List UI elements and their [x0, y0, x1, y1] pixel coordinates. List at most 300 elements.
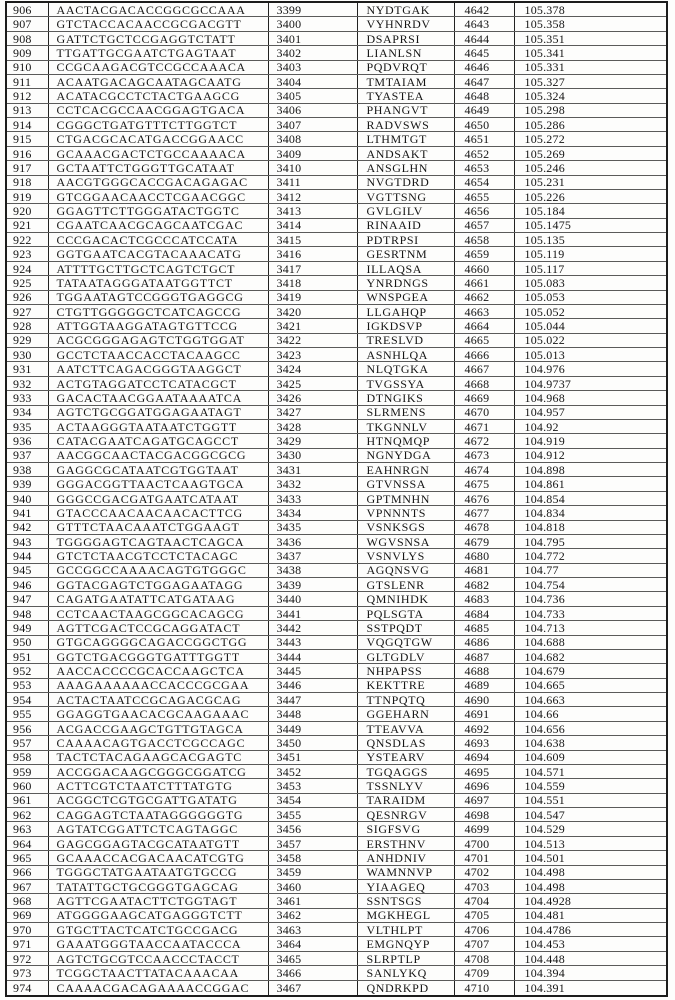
table-row [6, 764, 667, 778]
row-number-cell: 958 [6, 750, 48, 764]
score-cell: 104.9737 [514, 376, 667, 390]
dna-sequence-cell: TGGGCTATGAATAATGTGCCG [48, 865, 268, 879]
dna-sequence-cell: ATTGGTAAGGATAGTGTTCCG [48, 319, 268, 333]
table-row [6, 175, 667, 189]
seq-id-b-cell: 4699 [454, 822, 514, 836]
dna-sequence-cell: CGGGCTGATGTTTCTTGGTCT [48, 118, 268, 132]
seq-id-a-cell: 3447 [268, 693, 357, 707]
table-row [6, 664, 667, 678]
seq-id-a-cell: 3411 [268, 175, 357, 189]
score-cell: 104.547 [514, 808, 667, 822]
row-number-cell: 931 [6, 362, 48, 376]
table-row [6, 161, 667, 175]
peptide-sequence-cell: TRESLVD [357, 333, 454, 347]
row-number-cell: 959 [6, 764, 48, 778]
score-cell: 105.324 [514, 89, 667, 103]
peptide-sequence-cell: YNRDNGS [357, 276, 454, 290]
seq-id-b-cell: 4665 [454, 333, 514, 347]
seq-id-a-cell: 3446 [268, 678, 357, 692]
row-number-cell: 971 [6, 937, 48, 951]
seq-id-a-cell: 3429 [268, 434, 357, 448]
row-number-cell: 923 [6, 247, 48, 261]
seq-id-a-cell: 3400 [268, 17, 357, 31]
score-cell: 105.341 [514, 46, 667, 60]
dna-sequence-cell: CCTCAACTAAGCGGCACAGCG [48, 606, 268, 620]
table-row [6, 534, 667, 548]
seq-id-a-cell: 3448 [268, 707, 357, 721]
row-number-cell: 954 [6, 693, 48, 707]
score-cell: 104.818 [514, 520, 667, 534]
seq-id-a-cell: 3403 [268, 60, 357, 74]
dna-sequence-cell: TATATTGCTGCGGGTGAGCAG [48, 879, 268, 893]
score-cell: 104.609 [514, 750, 667, 764]
peptide-sequence-cell: SIGFSVG [357, 822, 454, 836]
peptide-sequence-cell: TVGSSYA [357, 376, 454, 390]
dna-sequence-cell: CCTCACGCCAACGGAGTGACA [48, 103, 268, 117]
seq-id-b-cell: 4697 [454, 793, 514, 807]
row-number-cell: 943 [6, 534, 48, 548]
seq-id-b-cell: 4643 [454, 17, 514, 31]
seq-id-a-cell: 3433 [268, 491, 357, 505]
peptide-sequence-cell: SANLYKQ [357, 966, 454, 980]
seq-id-a-cell: 3402 [268, 46, 357, 60]
table-row [6, 46, 667, 60]
score-cell: 104.854 [514, 491, 667, 505]
dna-sequence-cell: AGTCTGCGGATGGAGAATAGT [48, 405, 268, 419]
score-cell: 105.351 [514, 31, 667, 45]
score-cell: 104.571 [514, 764, 667, 778]
peptide-sequence-cell: NGNYDGA [357, 448, 454, 462]
table-row [6, 563, 667, 577]
row-number-cell: 935 [6, 419, 48, 433]
dna-sequence-cell: AGTATCGGATTCTCAGTAGGC [48, 822, 268, 836]
table-row [6, 793, 667, 807]
table-row [6, 233, 667, 247]
peptide-sequence-cell: LIANLSN [357, 46, 454, 60]
score-cell: 105.1475 [514, 218, 667, 232]
score-cell: 105.269 [514, 146, 667, 160]
row-number-cell: 929 [6, 333, 48, 347]
dna-sequence-cell: CAGGAGTCTAATAGGGGGGTG [48, 808, 268, 822]
seq-id-a-cell: 3401 [268, 31, 357, 45]
dna-sequence-cell: AATCTTCAGACGGGTAAGGCT [48, 362, 268, 376]
score-cell: 104.513 [514, 836, 667, 850]
row-number-cell: 938 [6, 463, 48, 477]
peptide-sequence-cell: EAHNRGN [357, 463, 454, 477]
peptide-sequence-cell: YIAAGEQ [357, 879, 454, 893]
score-cell: 104.976 [514, 362, 667, 376]
seq-id-a-cell: 3419 [268, 290, 357, 304]
seq-id-b-cell: 4647 [454, 74, 514, 88]
table-row [6, 348, 667, 362]
dna-sequence-cell: GTCTACCACAACCGCGACGTT [48, 17, 268, 31]
seq-id-b-cell: 4690 [454, 693, 514, 707]
seq-id-b-cell: 4671 [454, 419, 514, 433]
dna-sequence-cell: GTACCCAACAACAACACTTCG [48, 506, 268, 520]
peptide-sequence-cell: ILLAQSA [357, 261, 454, 275]
row-number-cell: 965 [6, 851, 48, 865]
seq-id-a-cell: 3450 [268, 736, 357, 750]
table-row [6, 74, 667, 88]
peptide-sequence-cell: DTNGIKS [357, 391, 454, 405]
peptide-sequence-cell: PHANGVT [357, 103, 454, 117]
seq-id-b-cell: 4674 [454, 463, 514, 477]
table-row [6, 405, 667, 419]
table-row [6, 391, 667, 405]
seq-id-a-cell: 3415 [268, 233, 357, 247]
dna-sequence-cell: AACTACGACACCGGCGCCAAA [48, 2, 268, 17]
peptide-sequence-cell: RADVSWS [357, 118, 454, 132]
seq-id-b-cell: 4687 [454, 649, 514, 663]
table-row [6, 31, 667, 45]
seq-id-a-cell: 3455 [268, 808, 357, 822]
seq-id-b-cell: 4698 [454, 808, 514, 822]
row-number-cell: 950 [6, 635, 48, 649]
seq-id-b-cell: 4670 [454, 405, 514, 419]
score-cell: 105.272 [514, 132, 667, 146]
score-cell: 104.679 [514, 664, 667, 678]
row-number-cell: 970 [6, 923, 48, 937]
row-number-cell: 945 [6, 563, 48, 577]
score-cell: 104.481 [514, 908, 667, 922]
seq-id-a-cell: 3430 [268, 448, 357, 462]
seq-id-a-cell: 3461 [268, 894, 357, 908]
score-cell: 105.246 [514, 161, 667, 175]
seq-id-b-cell: 4686 [454, 635, 514, 649]
seq-id-a-cell: 3407 [268, 118, 357, 132]
score-cell: 104.663 [514, 693, 667, 707]
row-number-cell: 914 [6, 118, 48, 132]
seq-id-a-cell: 3406 [268, 103, 357, 117]
seq-id-a-cell: 3466 [268, 966, 357, 980]
seq-id-b-cell: 4703 [454, 879, 514, 893]
seq-id-b-cell: 4683 [454, 592, 514, 606]
seq-id-a-cell: 3449 [268, 721, 357, 735]
score-cell: 105.286 [514, 118, 667, 132]
score-cell: 104.501 [514, 851, 667, 865]
seq-id-b-cell: 4700 [454, 836, 514, 850]
seq-id-b-cell: 4660 [454, 261, 514, 275]
score-cell: 105.119 [514, 247, 667, 261]
peptide-sequence-cell: LLGAHQP [357, 304, 454, 318]
table-row [6, 693, 667, 707]
peptide-sequence-cell: PQLSGTA [357, 606, 454, 620]
score-cell: 105.052 [514, 304, 667, 318]
table-row [6, 218, 667, 232]
dna-sequence-cell: AACCACCCCGCACCAAGCTCA [48, 664, 268, 678]
table-row [6, 606, 667, 620]
seq-id-a-cell: 3439 [268, 578, 357, 592]
score-cell: 104.498 [514, 865, 667, 879]
table-row [6, 477, 667, 491]
row-number-cell: 910 [6, 60, 48, 74]
seq-id-b-cell: 4664 [454, 319, 514, 333]
row-number-cell: 939 [6, 477, 48, 491]
seq-id-a-cell: 3464 [268, 937, 357, 951]
peptide-sequence-cell: VGTTSNG [357, 189, 454, 203]
table-row [6, 247, 667, 261]
table-row [6, 261, 667, 275]
seq-id-b-cell: 4676 [454, 491, 514, 505]
dna-sequence-cell: TCGGCTAACTTATACAAACAA [48, 966, 268, 980]
dna-sequence-cell: GTGCAGGGGCAGACCGGCTGG [48, 635, 268, 649]
row-number-cell: 907 [6, 17, 48, 31]
table-row [6, 520, 667, 534]
dna-sequence-cell: TGGAATAGTCCGGGTGAGGCG [48, 290, 268, 304]
seq-id-b-cell: 4694 [454, 750, 514, 764]
table-row [6, 879, 667, 893]
dna-sequence-cell: CGAATCAACGCAGCAATCGAC [48, 218, 268, 232]
peptide-sequence-cell: VSNKSGS [357, 520, 454, 534]
table-row [6, 2, 667, 17]
seq-id-a-cell: 3428 [268, 419, 357, 433]
score-cell: 104.795 [514, 534, 667, 548]
dna-sequence-cell: GGAGGTGAACACGCAAGAAAC [48, 707, 268, 721]
seq-id-a-cell: 3463 [268, 923, 357, 937]
dna-sequence-cell: GAGCGGAGTACGCATAATGTT [48, 836, 268, 850]
seq-id-b-cell: 4658 [454, 233, 514, 247]
peptide-sequence-cell: LTHMTGT [357, 132, 454, 146]
dna-sequence-cell: ATGGGGAAGCATGAGGGTCTT [48, 908, 268, 922]
row-number-cell: 925 [6, 276, 48, 290]
seq-id-b-cell: 4650 [454, 118, 514, 132]
seq-id-b-cell: 4681 [454, 563, 514, 577]
dna-sequence-cell: GGGACGGTTAACTCAAGTGCA [48, 477, 268, 491]
row-number-cell: 937 [6, 448, 48, 462]
row-number-cell: 951 [6, 649, 48, 663]
seq-id-a-cell: 3454 [268, 793, 357, 807]
score-cell: 104.498 [514, 879, 667, 893]
table-row [6, 951, 667, 965]
peptide-sequence-cell: TARAIDM [357, 793, 454, 807]
score-cell: 104.834 [514, 506, 667, 520]
row-number-cell: 948 [6, 606, 48, 620]
score-cell: 104.912 [514, 448, 667, 462]
peptide-sequence-cell: TYASTEA [357, 89, 454, 103]
seq-id-b-cell: 4654 [454, 175, 514, 189]
table-row [6, 276, 667, 290]
table-row [6, 836, 667, 850]
peptide-sequence-cell: WAMNNVP [357, 865, 454, 879]
row-number-cell: 932 [6, 376, 48, 390]
seq-id-a-cell: 3423 [268, 348, 357, 362]
seq-id-b-cell: 4684 [454, 606, 514, 620]
table-row [6, 966, 667, 980]
sequence-table-body [6, 2, 667, 996]
seq-id-a-cell: 3444 [268, 649, 357, 663]
row-number-cell: 926 [6, 290, 48, 304]
table-row [6, 319, 667, 333]
seq-id-a-cell: 3437 [268, 549, 357, 563]
score-cell: 104.448 [514, 951, 667, 965]
table-row [6, 808, 667, 822]
score-cell: 104.713 [514, 621, 667, 635]
row-number-cell: 909 [6, 46, 48, 60]
seq-id-a-cell: 3421 [268, 319, 357, 333]
peptide-sequence-cell: TGQAGGS [357, 764, 454, 778]
seq-id-b-cell: 4680 [454, 549, 514, 563]
score-cell: 104.656 [514, 721, 667, 735]
peptide-sequence-cell: GTVNSSA [357, 477, 454, 491]
table-row [6, 304, 667, 318]
peptide-sequence-cell: WNSPGEA [357, 290, 454, 304]
seq-id-b-cell: 4695 [454, 764, 514, 778]
dna-sequence-cell: AGTTCGACTCCGCAGGATACT [48, 621, 268, 635]
row-number-cell: 915 [6, 132, 48, 146]
score-cell: 104.919 [514, 434, 667, 448]
score-cell: 105.327 [514, 74, 667, 88]
seq-id-b-cell: 4709 [454, 966, 514, 980]
seq-id-b-cell: 4688 [454, 664, 514, 678]
table-row [6, 707, 667, 721]
peptide-sequence-cell: TKGNNLV [357, 419, 454, 433]
dna-sequence-cell: GAAATGGGTAACCAATACCCA [48, 937, 268, 951]
seq-id-b-cell: 4679 [454, 534, 514, 548]
dna-sequence-cell: ACGGCTCGTGCGATTGATATG [48, 793, 268, 807]
peptide-sequence-cell: TSSNLYV [357, 779, 454, 793]
dna-sequence-cell: ACTTCGTCTAATCTTTATGTG [48, 779, 268, 793]
seq-id-b-cell: 4678 [454, 520, 514, 534]
table-row [6, 434, 667, 448]
table-row [6, 894, 667, 908]
table-row [6, 649, 667, 663]
seq-id-a-cell: 3465 [268, 951, 357, 965]
seq-id-b-cell: 4677 [454, 506, 514, 520]
dna-sequence-cell: GTCTCTAACGTCCTCTACAGC [48, 549, 268, 563]
table-row [6, 463, 667, 477]
seq-id-a-cell: 3404 [268, 74, 357, 88]
seq-id-a-cell: 3399 [268, 2, 357, 17]
peptide-sequence-cell: VLTHLPT [357, 923, 454, 937]
table-row [6, 822, 667, 836]
seq-id-b-cell: 4706 [454, 923, 514, 937]
dna-sequence-cell: GACACTAACGGAATAAAATCA [48, 391, 268, 405]
dna-sequence-cell: ACAATGACAGCAATAGCAATG [48, 74, 268, 88]
row-number-cell: 952 [6, 664, 48, 678]
row-number-cell: 913 [6, 103, 48, 117]
table-row [6, 549, 667, 563]
seq-id-a-cell: 3431 [268, 463, 357, 477]
table-row [6, 592, 667, 606]
seq-id-a-cell: 3432 [268, 477, 357, 491]
seq-id-b-cell: 4708 [454, 951, 514, 965]
peptide-sequence-cell: PDTRPSI [357, 233, 454, 247]
seq-id-a-cell: 3459 [268, 865, 357, 879]
score-cell: 105.083 [514, 276, 667, 290]
seq-id-a-cell: 3425 [268, 376, 357, 390]
table-row [6, 908, 667, 922]
dna-sequence-cell: TGGGGAGTCAGTAACTCAGCA [48, 534, 268, 548]
row-number-cell: 922 [6, 233, 48, 247]
peptide-sequence-cell: GPTMNHN [357, 491, 454, 505]
seq-id-b-cell: 4663 [454, 304, 514, 318]
peptide-sequence-cell: GESRTNM [357, 247, 454, 261]
seq-id-b-cell: 4704 [454, 894, 514, 908]
peptide-sequence-cell: GGEHARN [357, 707, 454, 721]
seq-id-a-cell: 3442 [268, 621, 357, 635]
peptide-sequence-cell: IGKDSVP [357, 319, 454, 333]
seq-id-b-cell: 4693 [454, 736, 514, 750]
score-cell: 104.453 [514, 937, 667, 951]
peptide-sequence-cell: EMGNQYP [357, 937, 454, 951]
dna-sequence-cell: AGTCTGCGTCCAACCCTACCT [48, 951, 268, 965]
row-number-cell: 916 [6, 146, 48, 160]
table-row [6, 678, 667, 692]
seq-id-a-cell: 3436 [268, 534, 357, 548]
seq-id-b-cell: 4651 [454, 132, 514, 146]
table-row [6, 937, 667, 951]
peptide-sequence-cell: SLRPTLP [357, 951, 454, 965]
dna-sequence-cell: TATAATAGGGATAATGGTTCT [48, 276, 268, 290]
score-cell: 104.772 [514, 549, 667, 563]
score-cell: 104.638 [514, 736, 667, 750]
row-number-cell: 911 [6, 74, 48, 88]
score-cell: 105.053 [514, 290, 667, 304]
row-number-cell: 912 [6, 89, 48, 103]
peptide-sequence-cell: NLQTGKA [357, 362, 454, 376]
seq-id-a-cell: 3467 [268, 980, 357, 996]
seq-id-a-cell: 3453 [268, 779, 357, 793]
seq-id-a-cell: 3416 [268, 247, 357, 261]
peptide-sequence-cell: MGKHEGL [357, 908, 454, 922]
peptide-sequence-cell: TTNPQTQ [357, 693, 454, 707]
seq-id-b-cell: 4675 [454, 477, 514, 491]
seq-id-b-cell: 4656 [454, 204, 514, 218]
seq-id-b-cell: 4661 [454, 276, 514, 290]
dna-sequence-cell: AACGTGGGCACCGACAGAGAC [48, 175, 268, 189]
row-number-cell: 962 [6, 808, 48, 822]
score-cell: 105.331 [514, 60, 667, 74]
row-number-cell: 966 [6, 865, 48, 879]
seq-id-a-cell: 3422 [268, 333, 357, 347]
score-cell: 104.898 [514, 463, 667, 477]
seq-id-b-cell: 4682 [454, 578, 514, 592]
seq-id-b-cell: 4710 [454, 980, 514, 996]
row-number-cell: 920 [6, 204, 48, 218]
dna-sequence-cell: GAGGCGCATAATCGTGGTAAT [48, 463, 268, 477]
table-row [6, 750, 667, 764]
row-number-cell: 967 [6, 879, 48, 893]
score-cell: 105.117 [514, 261, 667, 275]
row-number-cell: 960 [6, 779, 48, 793]
row-number-cell: 961 [6, 793, 48, 807]
seq-id-a-cell: 3427 [268, 405, 357, 419]
dna-sequence-cell: ACCGGACAAGCGGGCGGATCG [48, 764, 268, 778]
dna-sequence-cell: GCCGGCCAAAACAGTGTGGGC [48, 563, 268, 577]
dna-sequence-cell: CCGCAAGACGTCCGCCAAACA [48, 60, 268, 74]
peptide-sequence-cell: NHPAPSS [357, 664, 454, 678]
peptide-sequence-cell: PQDVRQT [357, 60, 454, 74]
table-row [6, 189, 667, 203]
table-row [6, 103, 667, 117]
seq-id-b-cell: 4701 [454, 851, 514, 865]
peptide-sequence-cell: SLRMENS [357, 405, 454, 419]
seq-id-b-cell: 4702 [454, 865, 514, 879]
peptide-sequence-cell: AGQNSVG [357, 563, 454, 577]
seq-id-b-cell: 4648 [454, 89, 514, 103]
peptide-sequence-cell: WGVSNSA [357, 534, 454, 548]
score-cell: 105.378 [514, 2, 667, 17]
table-row [6, 635, 667, 649]
seq-id-b-cell: 4659 [454, 247, 514, 261]
seq-id-a-cell: 3408 [268, 132, 357, 146]
peptide-sequence-cell: SSNTSGS [357, 894, 454, 908]
table-row [6, 362, 667, 376]
seq-id-a-cell: 3458 [268, 851, 357, 865]
score-cell: 104.394 [514, 966, 667, 980]
dna-sequence-cell: ACTGTAGGATCCTCATACGCT [48, 376, 268, 390]
dna-sequence-cell: ATTTTGCTTGCTCAGTCTGCT [48, 261, 268, 275]
